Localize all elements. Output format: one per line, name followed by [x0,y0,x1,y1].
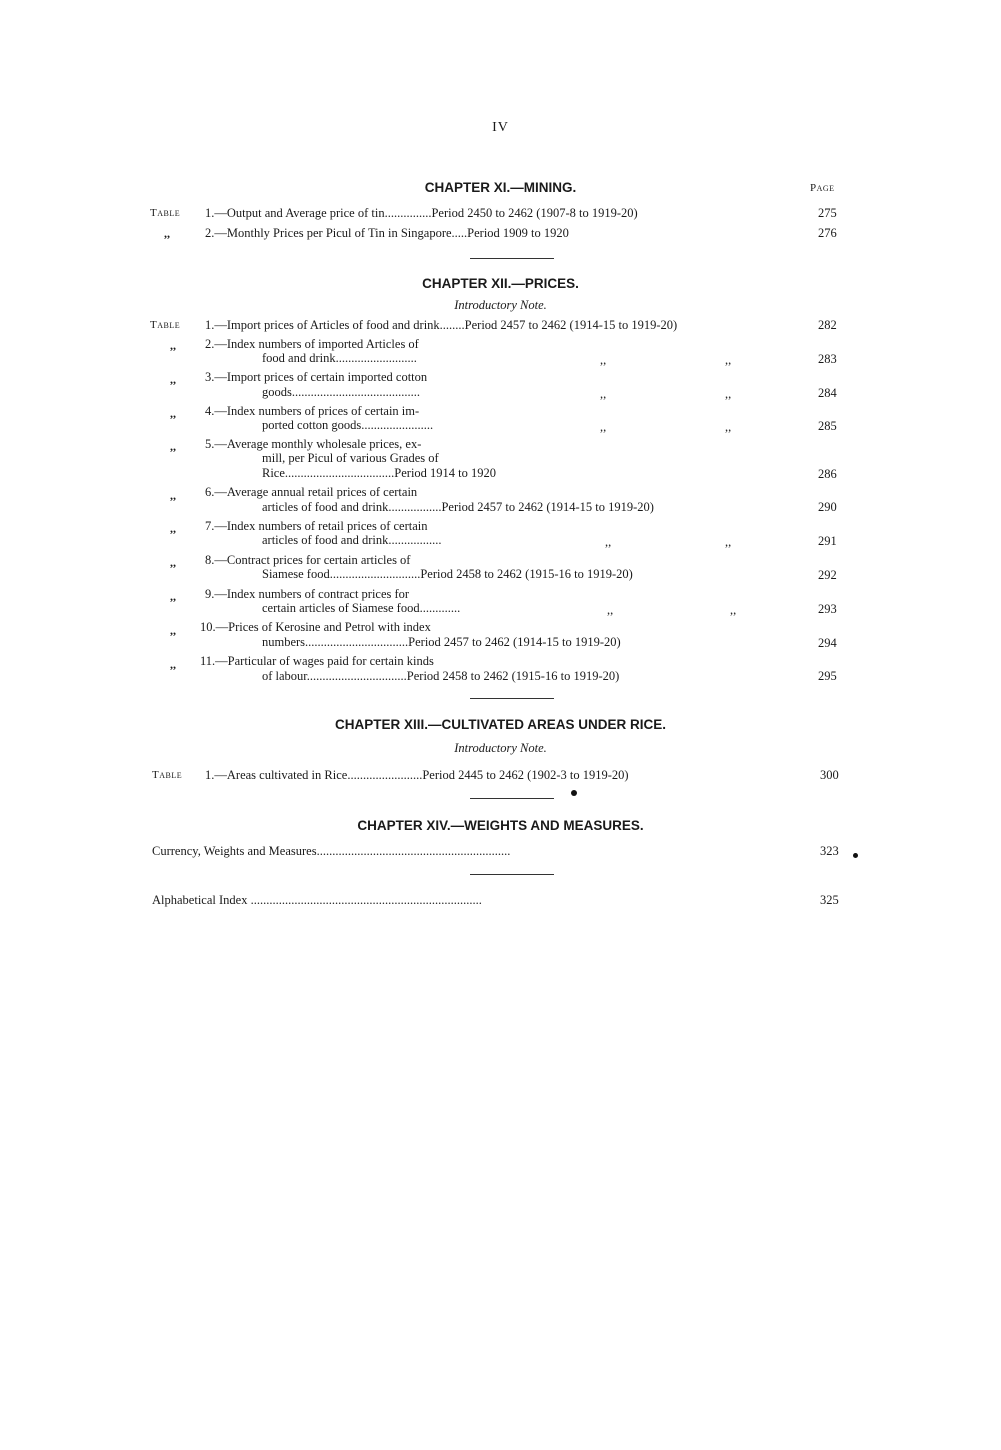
toc-page-number: 294 [818,636,837,650]
introductory-note: Introductory Note. [454,741,547,755]
toc-page-number: 282 [818,318,837,332]
ditto-mark: ,, [170,589,176,603]
toc-entry-text: 2.—Monthly Prices per Picul of Tin in Singapore.....Period 1909 to 1920 [205,226,569,240]
toc-entry-text: 1.—Output and Average price of tin...............Period 2450 to 2462 (1907-8 to 1919-20) [205,206,638,220]
section-divider [470,698,554,699]
toc-entry-text: 8.—Contract prices for certain articles of [205,553,411,567]
toc-page-number: 325 [820,893,839,907]
toc-page-number: 295 [818,669,837,683]
chapter-xiv-title: CHAPTER XIV.—WEIGHTS AND MEASURES. [357,818,644,833]
ditto-mark: ,, [170,338,176,352]
ditto-mark: ,, [170,406,176,420]
toc-entry-text: 2.—Index numbers of imported Articles of [205,337,419,351]
page-column-heading: Page [810,182,835,194]
table-label: Table [152,769,183,781]
toc-entry-continuation: articles of food and drink................. [262,533,442,547]
table-label: Table [150,207,181,219]
toc-page-number: 286 [818,467,837,481]
toc-entry-continuation: Siamese food.............................Period 2458 to 2462 (1915-16 to 1919-20) [262,567,633,581]
toc-entry-text: 3.—Import prices of certain imported cotton [205,370,428,384]
toc-page-number: 293 [818,602,837,616]
section-divider [470,874,554,875]
toc-entry-text: 9.—Index numbers of contract prices for [205,587,410,601]
ditto-mark: ,, [600,353,607,367]
ditto-mark: ,, [170,439,176,453]
ditto-mark: ,, [607,603,614,617]
toc-page-number: 275 [818,206,837,220]
ditto-mark: ,, [725,353,732,367]
toc-entry-continuation: Rice...................................Period 1914 to 1920 [262,466,497,480]
toc-entry-continuation: ported cotton goods....................... [262,418,434,432]
ditto-mark: ,, [170,555,176,569]
toc-entry-continuation: articles of food and drink.................Period 2457 to 2462 (1914-15 to 1919-20) [262,500,654,514]
toc-page-number: 292 [818,568,837,582]
toc-page-number: 285 [818,419,837,433]
ink-spot [853,853,858,858]
toc-entry-continuation: goods......................................... [262,385,420,399]
ditto-mark: ,, [730,603,737,617]
toc-page-number: 300 [820,768,839,782]
toc-page-number: 290 [818,500,837,514]
toc-page-number: 276 [818,226,837,240]
toc-page-number: 323 [820,844,839,858]
toc-entry-text: 7.—Index numbers of retail prices of certain [205,519,428,533]
toc-entry-text: 5.—Average monthly wholesale prices, ex- [205,437,422,451]
toc-entry-text: 10.—Prices of Kerosine and Petrol with index [200,620,431,634]
ditto-mark: ,, [725,387,732,401]
ditto-mark: ,, [725,535,732,549]
ditto-mark: ,, [600,387,607,401]
chapter-xii-title: CHAPTER XII.—PRICES. [422,276,579,291]
toc-page-number: 291 [818,534,837,548]
alphabetical-index-entry: Alphabetical Index .......................................................................... [152,893,482,907]
toc-entry-continuation: numbers.................................Period 2457 to 2462 (1914-15 to 1919-20) [262,635,621,649]
ditto-mark: ,, [605,535,612,549]
toc-page-number: 284 [818,386,837,400]
toc-entry-text: 11.—Particular of wages paid for certain kinds [200,654,434,668]
table-label: Table [150,319,181,331]
toc-entry-text: 1.—Areas cultivated in Rice........................Period 2445 to 2462 (1902-3 to 1919-20) [205,768,629,782]
ditto-mark: ,, [725,420,732,434]
ink-spot [571,790,577,796]
section-divider [470,798,554,799]
toc-entry-text: 4.—Index numbers of prices of certain im- [205,404,420,418]
toc-entry-text: 1.—Import prices of Articles of food and drink........Period 2457 to 2462 (1914-15 to 1919-20) [205,318,678,332]
ditto-mark: ,, [170,488,176,502]
introductory-note: Introductory Note. [454,298,547,312]
chapter-xi-title: CHAPTER XI.—MINING. [424,180,577,195]
toc-entry-continuation: of labour................................Period 2458 to 2462 (1915-16 to 1919-20) [262,669,620,683]
ditto-mark: ,, [170,623,176,637]
chapter-xiii-title: CHAPTER XIII.—CULTIVATED AREAS UNDER RICE. [334,717,666,732]
toc-entry-continuation: certain articles of Siamese food............. [262,601,461,615]
toc-entry-continuation: mill, per Picul of various Grades of [262,451,439,465]
section-divider [470,258,554,259]
toc-entry-text: Currency, Weights and Measures.............................................................. [152,844,511,858]
ditto-mark: ,, [170,657,176,671]
ditto-mark: ,, [170,521,176,535]
ditto-mark: ,, [164,226,170,240]
toc-entry-continuation: food and drink.......................... [262,351,417,365]
ditto-mark: ,, [600,420,607,434]
toc-page-number: 283 [818,352,837,366]
page-number: IV [492,120,509,135]
toc-entry-text: 6.—Average annual retail prices of certain [205,485,418,499]
ditto-mark: ,, [170,372,176,386]
